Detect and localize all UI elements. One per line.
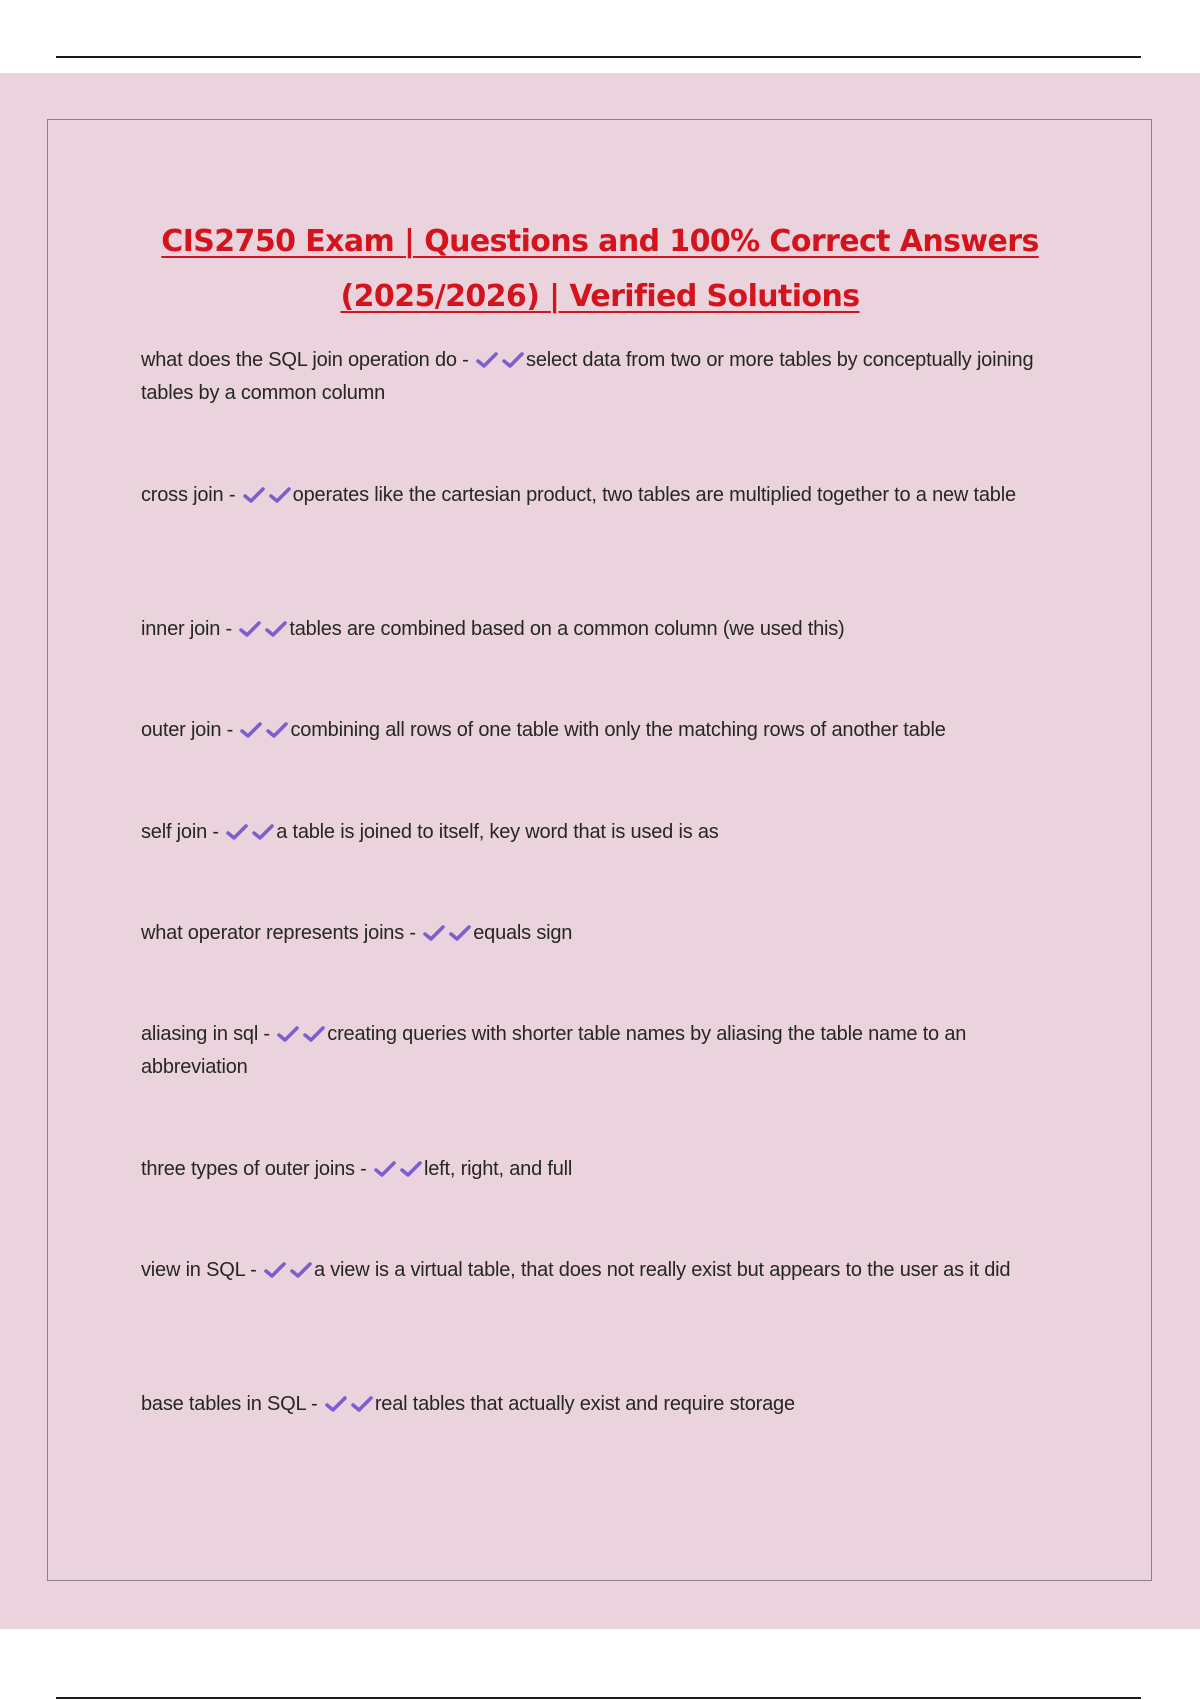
qa-item [141, 1388, 1076, 1421]
answer-text: real tables that actually exist and require storage [374, 1393, 795, 1415]
check-icon [302, 1025, 326, 1043]
answer-text: equals sign [473, 922, 573, 944]
answer-text: select data from two or more tables by conceptually joining tables by a common column [141, 349, 1034, 404]
qa-item [141, 1153, 1076, 1186]
answer-text: left, right, and full [424, 1158, 573, 1180]
separator: - [221, 719, 239, 741]
separator: - [207, 821, 225, 843]
qa-item [141, 479, 1076, 512]
question-text: base tables in SQL [141, 1393, 306, 1415]
check-icon [268, 486, 292, 504]
check-icon [422, 924, 446, 942]
answer-text: operates like the cartesian product, two tables are multiplied together to a new table [292, 484, 1016, 506]
check-icon [276, 1025, 300, 1043]
qa-item [141, 1018, 1076, 1084]
separator: - [305, 1393, 323, 1415]
qa-item [141, 613, 1076, 646]
answer-text: a table is joined to itself, key word that is used is as [276, 821, 719, 843]
check-icon [225, 823, 249, 841]
separator: - [404, 922, 422, 944]
top-rule [56, 56, 1141, 58]
qa-item [141, 714, 1076, 747]
separator: - [354, 1158, 373, 1180]
separator: - [223, 484, 241, 506]
check-icon [448, 924, 472, 942]
qa-item [141, 344, 1076, 410]
check-icon [264, 620, 288, 638]
title-line-1: CIS2750 Exam | Questions and 100% Correct Answers [161, 224, 1039, 259]
question-text: inner join [141, 618, 221, 640]
answer-text: tables are combined based on a common column (we used this) [289, 618, 845, 640]
qa-item [141, 917, 1076, 950]
check-icon [239, 721, 263, 739]
title-line-2: (2025/2026) | Verified Solutions [340, 279, 860, 314]
check-icon [238, 620, 262, 638]
question-text: aliasing in sql [141, 1023, 259, 1045]
separator: - [244, 1259, 262, 1281]
question-text: what operator represents joins [141, 922, 405, 944]
answer-text: combining all rows of one table with only the matching rows of another table [290, 719, 946, 741]
check-icon [350, 1395, 374, 1413]
check-icon [373, 1160, 397, 1178]
check-icon [265, 721, 289, 739]
bottom-rule [56, 1697, 1141, 1699]
answer-text: a view is a virtual table, that does not really exist but appears to the user as it did [313, 1259, 1011, 1281]
question-text: three types of outer joins [141, 1158, 355, 1180]
check-icon [251, 823, 275, 841]
qa-item [141, 816, 1076, 849]
qa-item [141, 1254, 1076, 1287]
separator: - [456, 349, 475, 371]
check-icon [324, 1395, 348, 1413]
separator: - [258, 1023, 276, 1045]
separator: - [220, 618, 238, 640]
check-icon [399, 1160, 423, 1178]
check-icon [242, 486, 266, 504]
question-text: self join [141, 821, 208, 843]
check-icon [289, 1261, 313, 1279]
check-icon [475, 351, 499, 369]
question-text: outer join [141, 719, 222, 741]
question-text: cross join [141, 484, 224, 506]
question-text: view in SQL [141, 1259, 245, 1281]
document-title [120, 214, 1080, 324]
document-frame [47, 119, 1152, 1581]
check-icon [263, 1261, 287, 1279]
answer-text: creating queries with shorter table names by aliasing the table name to an abbreviation [141, 1023, 967, 1078]
question-text: what does the SQL join operation do [141, 349, 457, 371]
check-icon [501, 351, 525, 369]
